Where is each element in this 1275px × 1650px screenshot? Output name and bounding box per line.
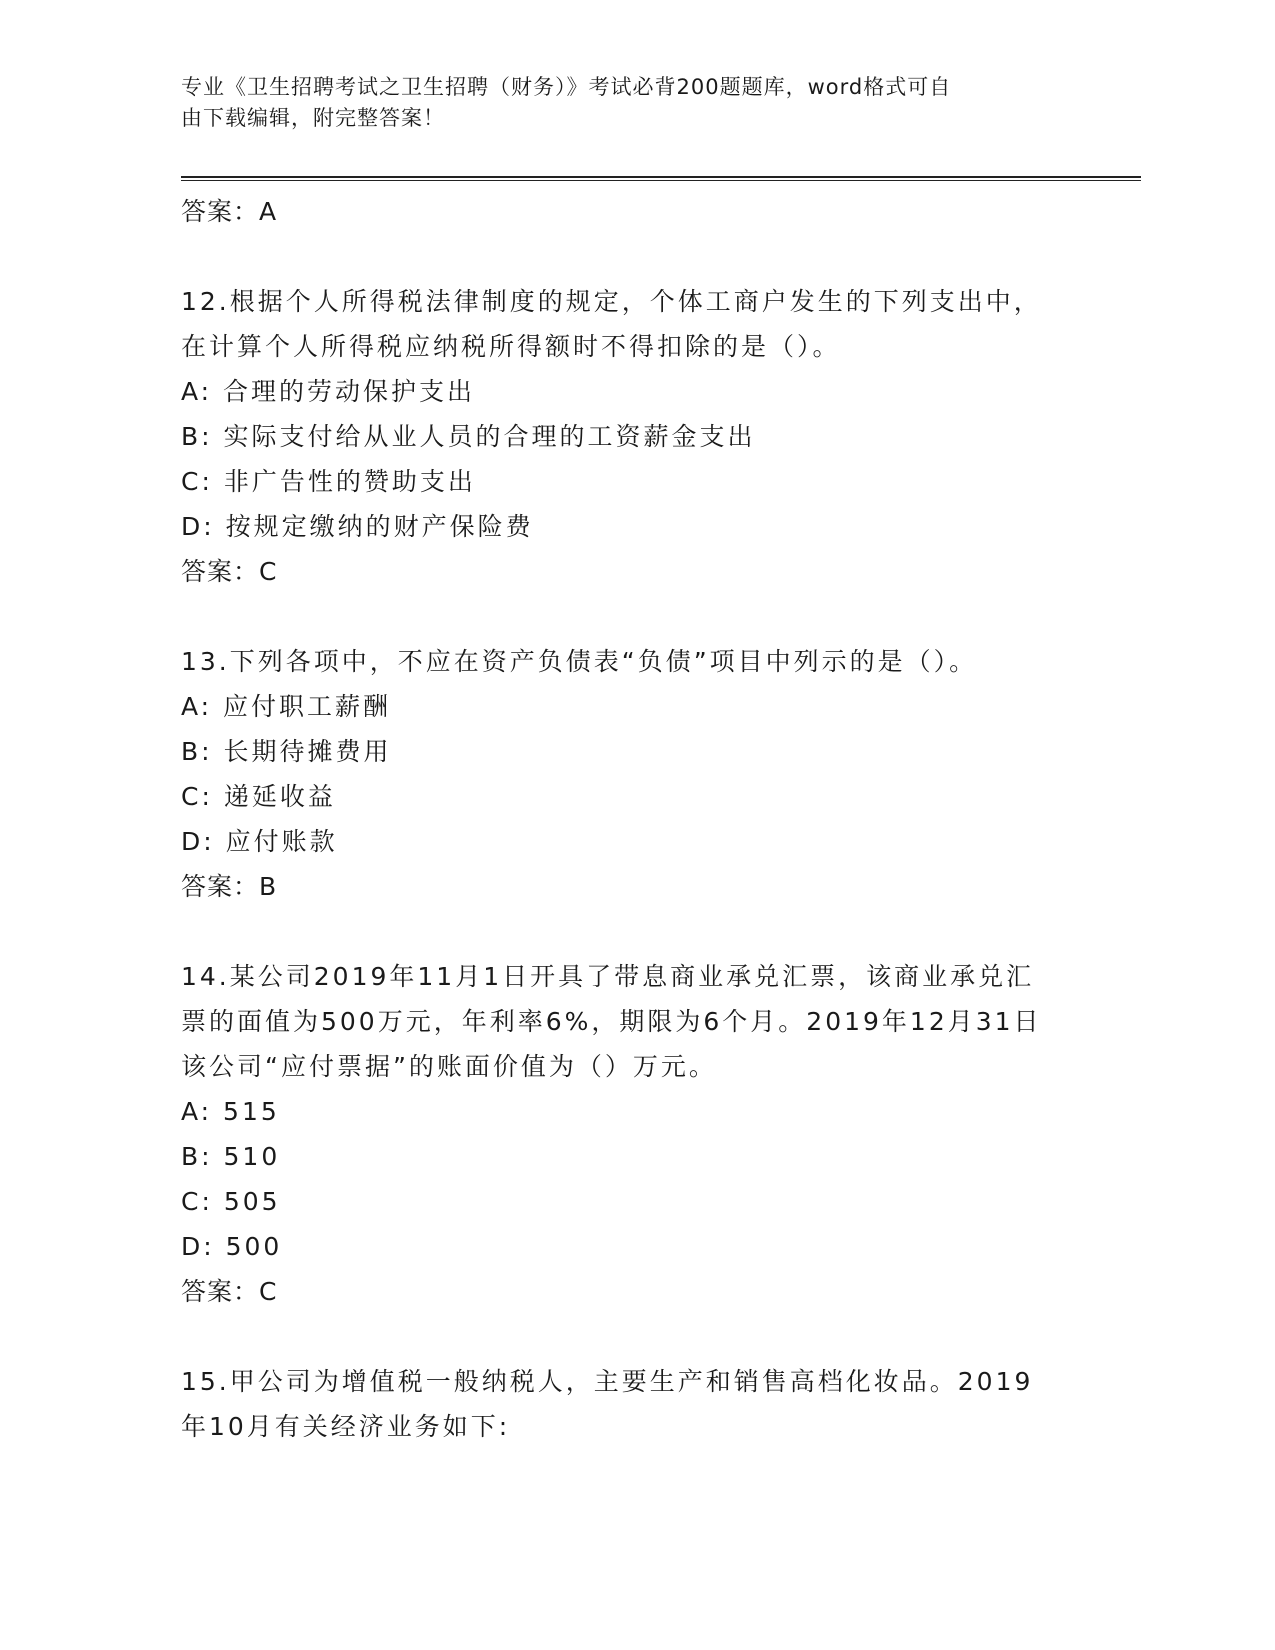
- question-stem: [181, 639, 1101, 684]
- answer-line: 答案：B: [181, 872, 278, 901]
- option-a: A: 515: [181, 1097, 280, 1126]
- option-c: C: 非广告性的赞助支出: [181, 467, 476, 496]
- header-line: 专业《卫生招聘考试之卫生招聘（财务）》考试必背200题题库，word格式可自: [181, 75, 952, 99]
- page-header: [181, 72, 1041, 134]
- option-a: A: 应付职工薪酬: [181, 692, 392, 721]
- stem-line: 该公司“应付票据”的账面价值为（）万元。: [181, 1052, 717, 1081]
- question-13: [181, 639, 1101, 909]
- answer-line: 答案：C: [181, 557, 278, 586]
- question-stem: [181, 954, 1101, 1089]
- header-divider-thin: [181, 180, 1141, 181]
- stem-line: 12.根据个人所得税法律制度的规定，个体工商户发生的下列支出中，: [181, 287, 1042, 316]
- option-c: C: 505: [181, 1187, 281, 1216]
- stem-line: 年10月有关经济业务如下:: [181, 1412, 511, 1441]
- spacer: [181, 234, 1101, 279]
- option-d: D: 应付账款: [181, 827, 338, 856]
- question-stem: [181, 1359, 1101, 1449]
- spacer: [181, 594, 1101, 639]
- question-12: [181, 279, 1101, 594]
- option-d: D: 500: [181, 1232, 283, 1261]
- answer-line: 答案：C: [181, 1277, 278, 1306]
- stem-line: 13.下列各项中，不应在资产负债表“负债”项目中列示的是（）。: [181, 647, 978, 676]
- stem-line: 15.甲公司为增值税一般纳税人，主要生产和销售高档化妆品。2019: [181, 1367, 1034, 1396]
- question-14: [181, 954, 1101, 1314]
- option-a: A: 合理的劳动保护支出: [181, 377, 476, 406]
- option-b: B: 长期待摊费用: [181, 737, 392, 766]
- option-b: B: 510: [181, 1142, 281, 1171]
- option-c: C: 递延收益: [181, 782, 336, 811]
- stem-line: 票的面值为500万元，年利率6%，期限为6个月。2019年12月31日: [181, 1007, 1042, 1036]
- question-stem: [181, 279, 1101, 369]
- answer-line: 答案：A: [181, 197, 278, 226]
- stem-line: 14.某公司2019年11月1日开具了带息商业承兑汇票，该商业承兑汇: [181, 962, 1035, 991]
- spacer: [181, 909, 1101, 954]
- question-15: [181, 1359, 1101, 1449]
- option-d: D: 按规定缴纳的财产保险费: [181, 512, 534, 541]
- question-list: [181, 189, 1101, 1449]
- header-divider-thick: [181, 176, 1141, 178]
- header-line: 由下载编辑，附完整答案！: [181, 106, 445, 130]
- stem-line: 在计算个人所得税应纳税所得额时不得扣除的是（）。: [181, 332, 841, 361]
- spacer: [181, 1314, 1101, 1359]
- option-b: B: 实际支付给从业人员的合理的工资薪金支出: [181, 422, 756, 451]
